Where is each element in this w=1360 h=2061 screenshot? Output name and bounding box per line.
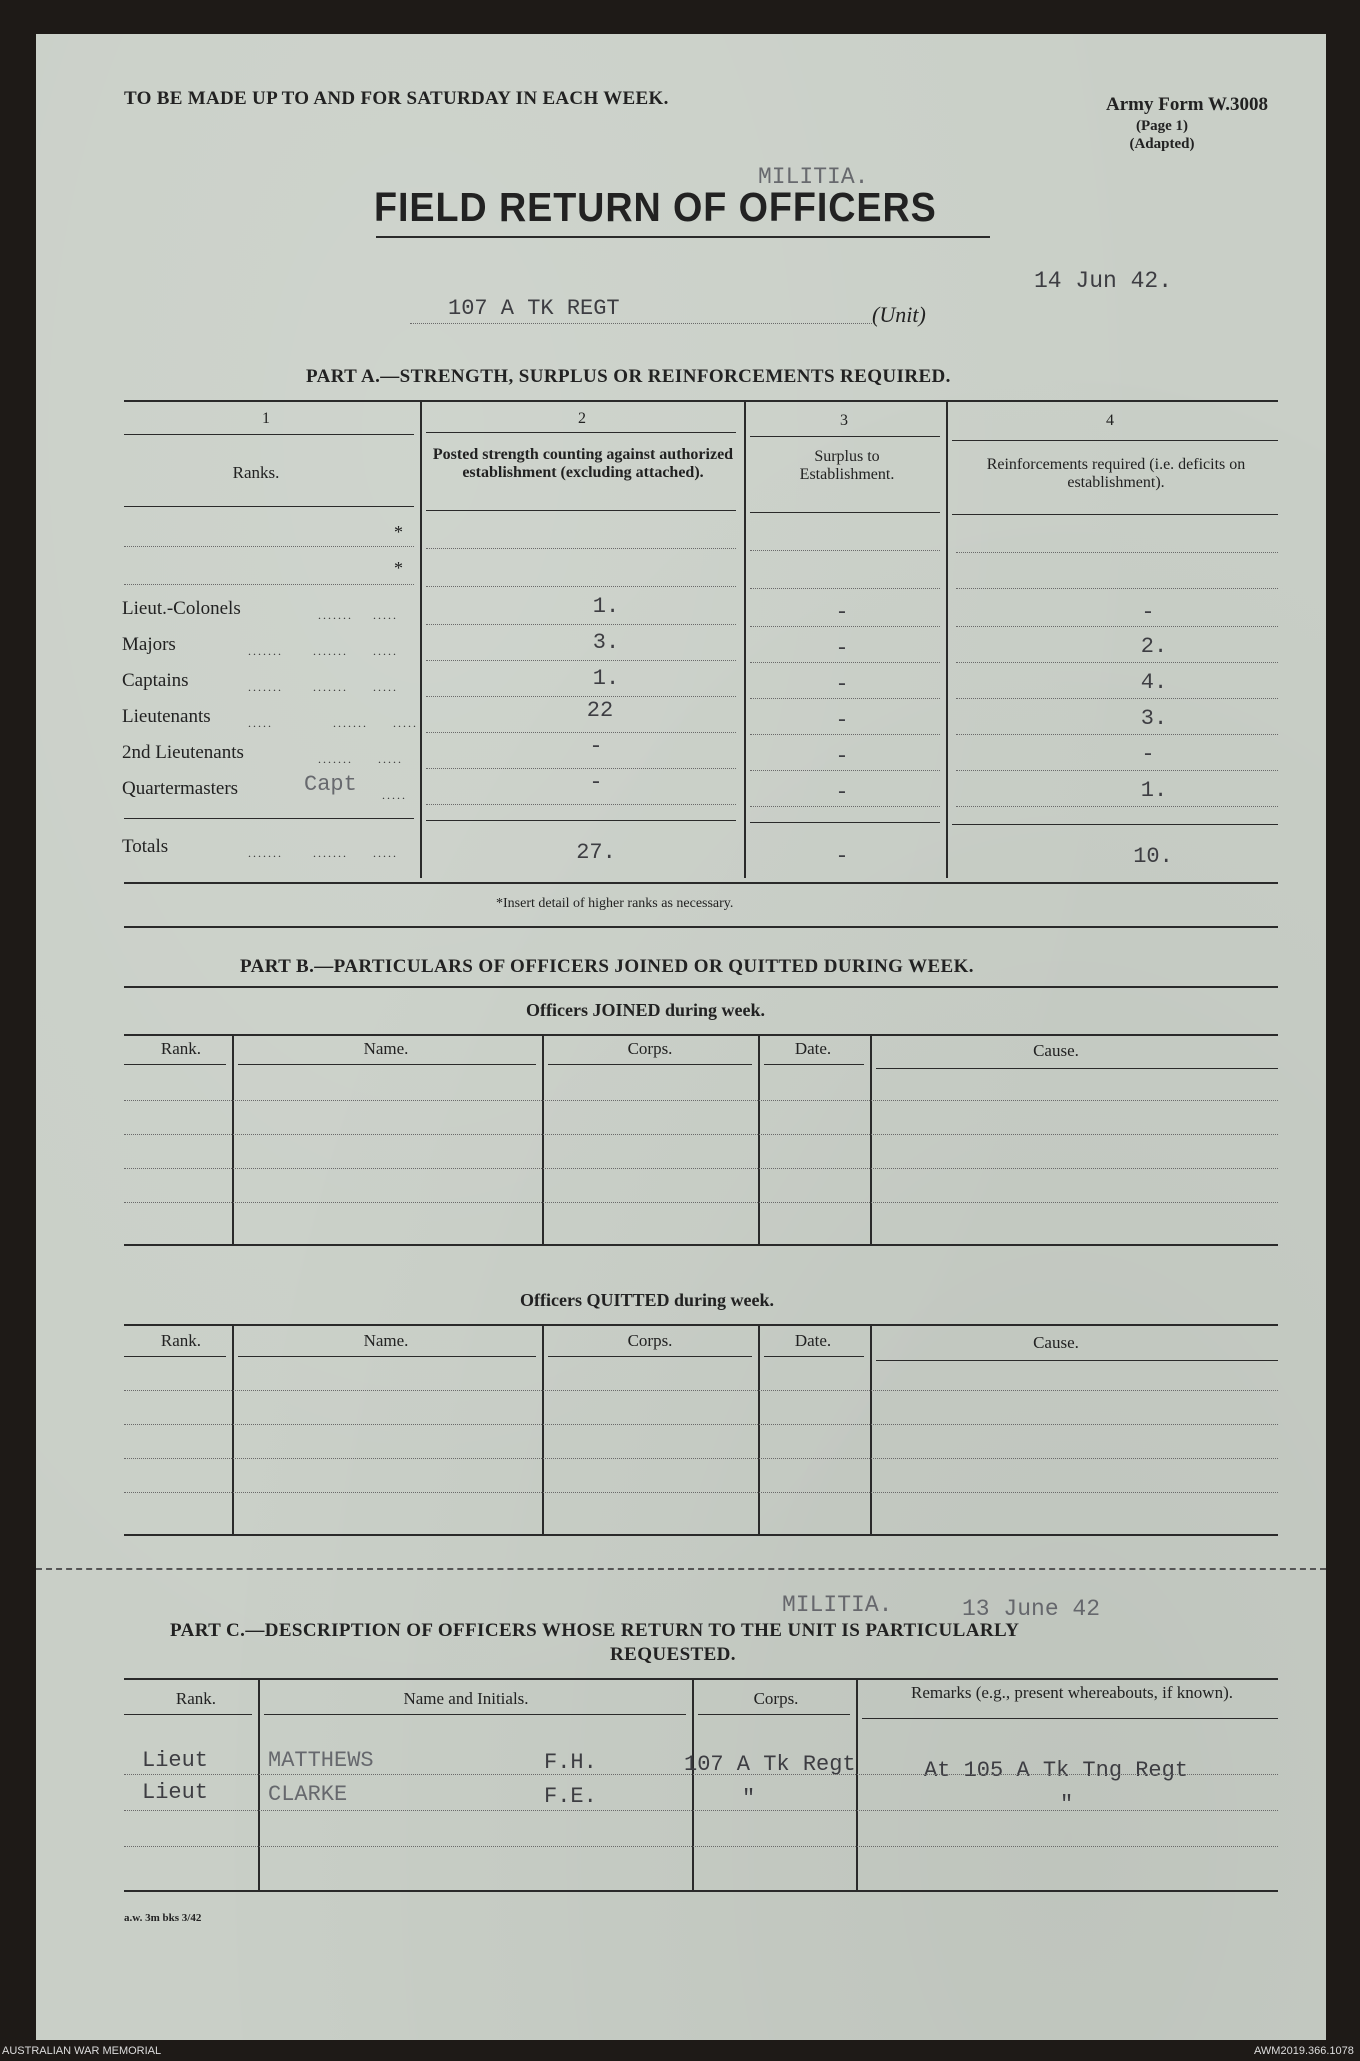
quitted-col-rank: Rank. — [160, 1331, 202, 1350]
joined-col-date: Date. — [794, 1039, 832, 1058]
militia-stamp: MILITIA. — [758, 164, 869, 190]
part-c-caption-line2: REQUESTED. — [610, 1644, 736, 1665]
part-c-col-corps: Corps. — [753, 1689, 799, 1708]
surplus-lieut-colonels: - — [835, 600, 849, 625]
part-b-caption: PART B.—PARTICULARS OF OFFICERS JOINED OR QUITTED DURING WEEK. — [240, 956, 974, 977]
archive-label: AUSTRALIAN WAR MEMORIAL — [2, 2045, 162, 2057]
reinforce-lieutenants: 3. — [1140, 706, 1168, 731]
part-c-row1-rank: Lieut — [142, 1748, 209, 1773]
col-number-4: 4 — [1106, 412, 1114, 429]
joined-col-cause: Cause. — [1033, 1041, 1079, 1060]
print-code: a.w. 3m bks 3/42 — [124, 1912, 202, 1924]
joined-caption: Officers JOINED during week. — [526, 1000, 765, 1020]
quitted-col-date: Date. — [794, 1331, 832, 1350]
col-header-surplus: Surplus to Establishment. — [799, 448, 895, 483]
surplus-quartermasters: - — [835, 780, 849, 805]
surplus-captains: - — [835, 672, 849, 697]
part-c-row2-name: CLARKE — [268, 1782, 348, 1807]
archive-id: AWM2019.366.1078 — [1254, 2045, 1354, 2057]
posted-captains: 1. — [592, 666, 620, 691]
part-a-caption: PART A.—STRENGTH, SURPLUS OR REINFORCEMENTS REQUIRED. — [306, 366, 951, 387]
posted-lieutenants: 22 — [586, 698, 614, 723]
rank-lieutenants: Lieutenants — [122, 706, 211, 727]
posted-quartermasters: - — [589, 770, 603, 795]
rank-quartermasters: Quartermasters — [122, 778, 239, 799]
totals-reinforcements: 10. — [1133, 844, 1173, 869]
rank-majors: Majors — [122, 634, 176, 655]
unit-value: 107 A TK REGT — [448, 296, 620, 321]
col-number-1: 1 — [262, 410, 270, 427]
totals-surplus: - — [835, 844, 849, 869]
posted-majors: 3. — [592, 630, 620, 655]
rank-2nd-lieutenants: 2nd Lieutenants — [122, 742, 244, 763]
col-header-reinforcements: Reinforcements required (i.e. deficits on establishment). — [986, 456, 1246, 491]
star-marker-2: * — [394, 558, 403, 578]
return-date: 14 Jun 42. — [1034, 268, 1173, 294]
star-marker-1: * — [394, 522, 403, 542]
part-c-row2-rank: Lieut — [142, 1780, 209, 1805]
part-c-row2-corps: " — [742, 1786, 756, 1811]
posted-2nd-lieutenants: - — [589, 734, 603, 759]
part-c-row1-corps: 107 A Tk Regt — [684, 1752, 856, 1777]
reinforce-quartermasters: 1. — [1140, 778, 1168, 803]
part-a-footnote: *Insert detail of higher ranks as necessary. — [496, 896, 734, 911]
page-title: FIELD RETURN OF OFFICERS — [374, 184, 937, 230]
surplus-lieutenants: - — [835, 708, 849, 733]
reinforce-captains: 4. — [1140, 670, 1168, 695]
form-id: Army Form W.3008 — [1105, 94, 1268, 115]
instruction-text: TO BE MADE UP TO AND FOR SATURDAY IN EACH WEEK. — [124, 88, 669, 109]
col-number-2: 2 — [578, 410, 586, 427]
totals-label: Totals — [122, 836, 169, 857]
form-page: (Page 1) — [1135, 118, 1189, 134]
rank-lieut-colonels: Lieut.-Colonels — [122, 598, 241, 619]
reinforce-majors: 2. — [1140, 634, 1168, 659]
quitted-col-cause: Cause. — [1033, 1333, 1079, 1352]
part-c-date-stamp: 13 June 42 — [962, 1596, 1101, 1622]
unit-label: (Unit) — [872, 302, 926, 327]
reinforce-2nd-lieutenants: - — [1141, 742, 1155, 767]
part-c-row2-remarks: " — [1060, 1792, 1074, 1817]
quitted-col-name: Name. — [363, 1331, 409, 1350]
quitted-col-corps: Corps. — [627, 1331, 673, 1350]
part-c-row1-remarks: At 105 A Tk Tng Regt — [924, 1758, 1189, 1783]
col-number-3: 3 — [840, 412, 848, 429]
joined-col-corps: Corps. — [627, 1039, 673, 1058]
surplus-2nd-lieutenants: - — [835, 744, 849, 769]
part-c-militia-stamp: MILITIA. — [782, 1592, 893, 1618]
joined-col-rank: Rank. — [160, 1039, 202, 1058]
col-header-ranks: Ranks. — [232, 463, 280, 482]
joined-col-name: Name. — [363, 1039, 409, 1058]
part-c-col-remarks: Remarks (e.g., present whereabouts, if known). — [911, 1683, 1233, 1702]
part-c-row1-initials: F.H. — [544, 1750, 597, 1775]
part-c-row2-initials: F.E. — [544, 1784, 597, 1809]
rank-captains: Captains — [122, 670, 189, 691]
part-c-col-name: Name and Initials. — [403, 1689, 529, 1708]
quartermasters-typed-extra: Capt — [304, 772, 357, 797]
part-c-row1-name: MATTHEWS — [268, 1748, 374, 1773]
surplus-majors: - — [835, 636, 849, 661]
form-adapted: (Adapted) — [1129, 136, 1195, 152]
posted-lieut-colonels: 1. — [592, 594, 620, 619]
totals-posted: 27. — [576, 840, 616, 865]
part-c-col-rank: Rank. — [175, 1689, 217, 1708]
reinforce-lieut-colonels: - — [1141, 600, 1155, 625]
form-sheet: TO BE MADE UP TO AND FOR SATURDAY IN EACH WEEK. Army Form W.3008 (Page 1) (Adapted) MILITIA. FIELD RETURN OF OFFICERS 14 Jun 42. 107 A TK REGT (Unit) PART A.—STRENGTH, SURPLUS OR REINFORCEMENTS REQUIRED. 1 2 3 4 Ranks. Posted strength counting against authorized establishment (excluding attached). Surplus to Establishment. Reinforcements required (i.e. deficits on establishment). * * Lieut.-Colonels Majors Captains Lieutenants 2nd Lieutenants Quartermasters Capt ....... ..... ....... ....... ..... ....... ....... ..... ..... ....... ..... ....... ..... ..... 1. 3. 1. 22 - - - - - - - - - 2. 4. 3. - 1. Totals ....... ....... ..... 27. - 10. *Insert detail of higher ranks as necessary. PART B.—PARTICULARS OF OFFICERS JOINED OR QUITTED DURING WEEK. Officers JOINED during week. Rank. Name. Corps. Date. Cause. Officers QUITTED during week. Rank. Name. Corps. Date. Cause. MILITIA. 13 June 42 PART C.—DESCRIPTION OF OFFICERS WHOSE RETURN TO THE UNIT IS PARTICULARLY REQUESTED. Rank. Name and Initials. Corps. Remarks (e.g., present whereabouts, if known). Lieut MATTHEWS F.H. 107 A Tk Regt At 105 A Tk Tng Regt Lieut CLARKE F.E. " " a.w. 3m bks 3/42 — [36, 34, 1326, 2040]
quitted-caption: Officers QUITTED during week. — [520, 1290, 774, 1310]
part-c-caption: PART C.—DESCRIPTION OF OFFICERS WHOSE RETURN TO THE UNIT IS PARTICULARLY — [170, 1620, 1020, 1641]
col-header-posted: Posted strength counting against authorized establishment (excluding attached). — [432, 446, 734, 481]
